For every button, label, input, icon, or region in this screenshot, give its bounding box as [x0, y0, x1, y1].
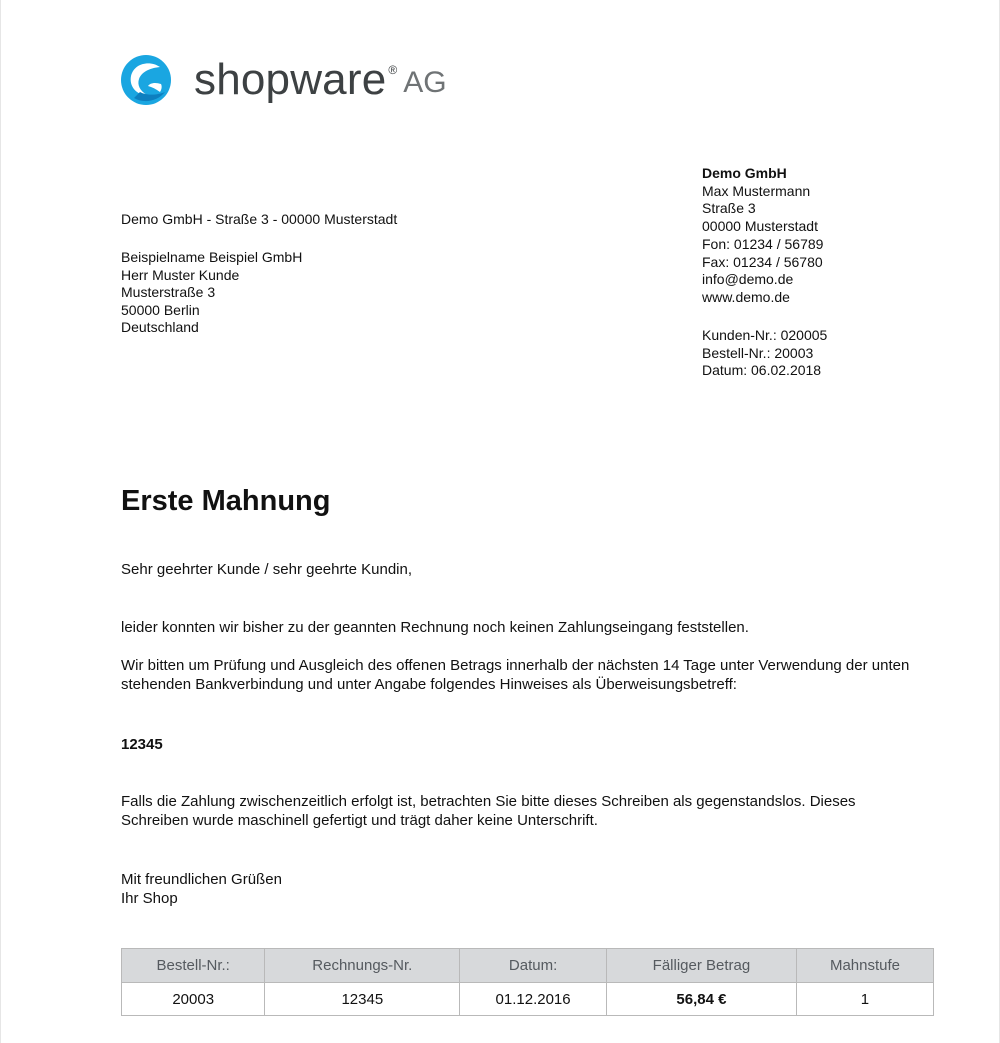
- note-line: Falls die Zahlung zwischenzeitlich erfolgt ist, betrachten Sie bitte dieses Schreiben als gegenstandslos. Dieses: [121, 793, 856, 810]
- company-info: [702, 165, 823, 307]
- company-phone: Fon: 01234 / 56789: [702, 235, 824, 252]
- recipient-country: Deutschland: [121, 319, 199, 336]
- intro-paragraph: leider konnten wir bisher zu der geannten Rechnung noch keinen Zahlungseingang feststellen.: [121, 619, 749, 636]
- recipient-company: Beispielname Beispiel GmbH: [121, 249, 303, 265]
- header-dunning-level: Mahnstufe: [796, 949, 933, 983]
- document-date: Datum: 06.02.2018: [702, 362, 822, 379]
- company-city: 00000 Musterstadt: [702, 218, 818, 235]
- company-name: Demo GmbH: [702, 165, 787, 181]
- document-title: Erste Mahnung: [121, 485, 331, 517]
- recipient-contact: Herr Muster Kunde: [121, 266, 240, 283]
- logo-registered-mark: ®: [388, 63, 398, 77]
- payment-request-paragraph: [121, 656, 909, 694]
- note-line: Schreiben wurde maschinell gefertigt und trägt daher keine Unterschrift.: [121, 812, 598, 829]
- document-meta: [702, 327, 827, 380]
- company-email: info@demo.de: [702, 271, 794, 288]
- cell-due-amount: 56,84 €: [606, 983, 796, 1016]
- company-fax: Fax: 01234 / 56780: [702, 253, 823, 270]
- table-row: [122, 983, 934, 1016]
- header-due-amount: Fälliger Betrag: [606, 949, 796, 983]
- shopware-logo-icon: [120, 54, 172, 106]
- cell-dunning-level: 1: [796, 983, 933, 1016]
- header-order-number: Bestell-Nr.:: [122, 949, 265, 983]
- header-date: Datum:: [460, 949, 607, 983]
- page-left-edge: [0, 0, 1, 1043]
- company-website: www.demo.de: [702, 288, 790, 305]
- recipient-city: 50000 Berlin: [121, 301, 200, 318]
- closing-greeting: Mit freundlichen Grüßen: [121, 871, 282, 888]
- sender-return-line: Demo GmbH - Straße 3 - 00000 Musterstadt: [121, 211, 398, 227]
- closing: [121, 870, 282, 908]
- dunning-table: [121, 948, 934, 1016]
- recipient-street: Musterstraße 3: [121, 284, 216, 301]
- logo-wordmark: shopware: [194, 55, 387, 104]
- closing-signature: Ihr Shop: [121, 890, 178, 907]
- salutation: Sehr geehrter Kunde / sehr geehrte Kundin,: [121, 561, 413, 578]
- customer-number: Kunden-Nr.: 020005: [702, 327, 828, 343]
- cell-invoice-number: 12345: [265, 983, 460, 1016]
- logo-suffix: AG: [403, 66, 447, 99]
- table-header-row: [122, 949, 934, 983]
- cell-order-number: 20003: [122, 983, 265, 1016]
- note-paragraph: [121, 792, 856, 830]
- cell-date: 01.12.2016: [460, 983, 607, 1016]
- payment-request-line: stehenden Bankverbindung und unter Angabe folgendes Hinweises als Überweisungsbetreff:: [121, 676, 737, 693]
- company-contact-person: Max Mustermann: [702, 182, 811, 199]
- company-street: Straße 3: [702, 200, 756, 217]
- shopware-logo: [120, 52, 447, 108]
- header-invoice-number: Rechnungs-Nr.: [265, 949, 460, 983]
- payment-request-line: Wir bitten um Prüfung und Ausgleich des offenen Betrags innerhalb der nächsten 14 Tage unter Verwendung der unten: [121, 657, 910, 674]
- transfer-reference: 12345: [121, 736, 163, 753]
- recipient-address: [121, 249, 302, 337]
- order-number: Bestell-Nr.: 20003: [702, 344, 814, 361]
